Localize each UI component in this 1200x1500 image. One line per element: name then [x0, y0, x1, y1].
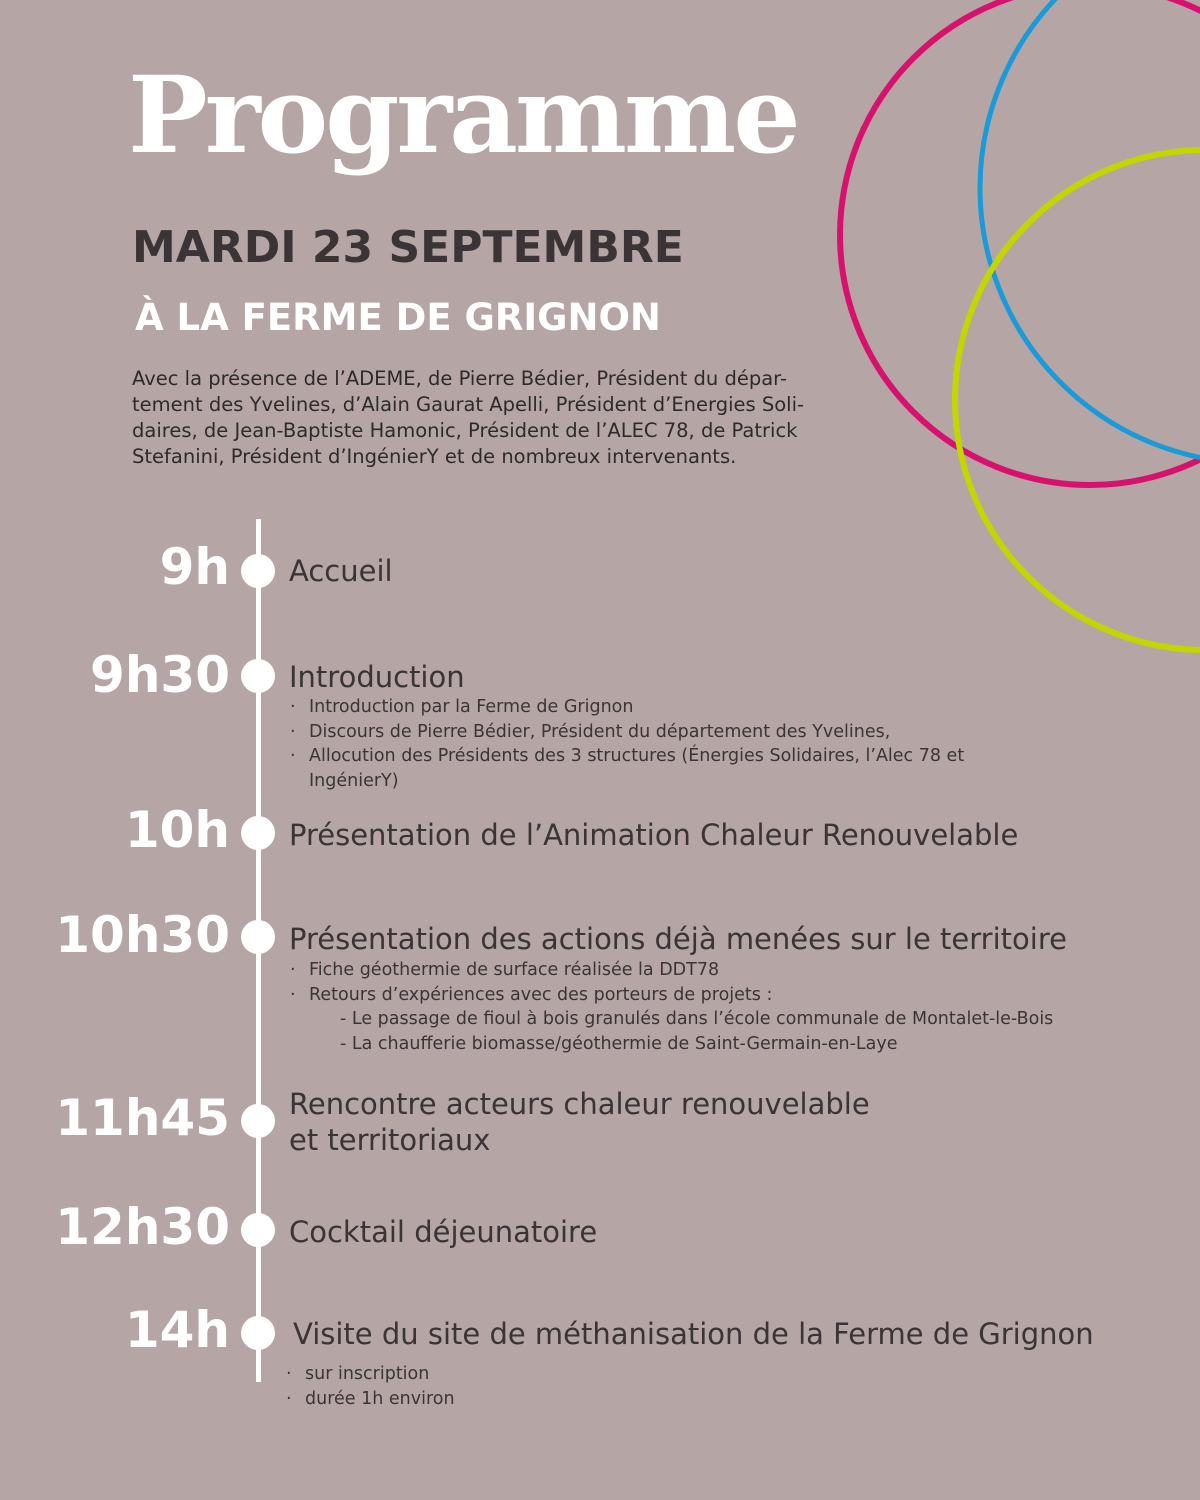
- sub-bullet-item: - Le passage de fioul à bois granulés dans l’école communale de Montalet-le-Bois: [340, 1009, 1054, 1029]
- time-label: 9h30: [90, 646, 230, 704]
- sub-bullet-item: - La chaufferie biomasse/géothermie de Saint-Germain-en-Laye: [340, 1033, 898, 1054]
- bullet-item: · durée 1h environ: [284, 1387, 455, 1412]
- bullet-item: · Retours d’expériences avec des porteurs de projets :: [288, 983, 1053, 1008]
- timeline-dot: [241, 816, 275, 850]
- item-title: Présentation des actions déjà menées sur le territoire: [289, 922, 1067, 956]
- bullet-item: · Allocution des Présidents des 3 structures (Énergies Solidaires, l’Alec 78 et: [288, 744, 964, 769]
- item-title: Présentation de l’Animation Chaleur Renouvelable: [289, 818, 1019, 852]
- event-place: À LA FERME DE GRIGNON: [135, 296, 661, 339]
- item-title: Visite du site de méthanisation de la Ferme de Grignon: [293, 1317, 1094, 1351]
- intro-line: tement des Yvelines, d’Alain Gaurat Apelli, Président d’Energies Soli-: [132, 393, 805, 416]
- magenta-circle: [840, 0, 1200, 485]
- item-title-line: Rencontre acteurs chaleur renouvelable: [289, 1087, 870, 1121]
- item-bullets: [288, 695, 964, 793]
- intro-line: Avec la présence de l’ADEME, de Pierre Bédier, Président du dépar-: [132, 367, 787, 390]
- timeline-dot: [241, 1213, 275, 1247]
- item-title: Cocktail déjeunatoire: [289, 1215, 598, 1249]
- page-title: Programme: [128, 52, 798, 177]
- item-title-line: et territoriaux: [289, 1123, 491, 1157]
- timeline-dot: [241, 1104, 275, 1138]
- bullet-item: · Discours de Pierre Bédier, Président du département des Yvelines,: [288, 720, 964, 745]
- time-label: 14h: [124, 1301, 230, 1359]
- blue-circle: [980, 0, 1200, 463]
- item-title: [289, 1086, 870, 1158]
- bullet-item: · Fiche géothermie de surface réalisée la DDT78: [288, 958, 1053, 983]
- time-label: 10h30: [55, 906, 230, 964]
- timeline-dot: [241, 554, 275, 588]
- bullet-continuation: IngénierY): [309, 770, 399, 791]
- item-bullets: [288, 958, 1053, 1056]
- intro-paragraph: [132, 366, 872, 470]
- bullet-item: · sur inscription: [284, 1362, 455, 1387]
- event-date: MARDI 23 SEPTEMBRE: [132, 222, 684, 273]
- time-label: 11h45: [55, 1089, 230, 1147]
- intro-line: Stefanini, Président d’IngénierY et de nombreux intervenants.: [132, 445, 737, 468]
- bullet-item: · Introduction par la Ferme de Grignon: [288, 695, 964, 720]
- time-label: 12h30: [55, 1198, 230, 1256]
- intro-line: daires, de Jean-Baptiste Hamonic, Président de l’ALEC 78, de Patrick: [132, 419, 798, 442]
- time-label: 10h: [124, 801, 230, 859]
- timeline-dot: [241, 920, 275, 954]
- item-title: Introduction: [289, 660, 465, 694]
- timeline-dot: [241, 1316, 275, 1350]
- item-bullets: [284, 1362, 455, 1411]
- time-label: 9h: [159, 538, 230, 596]
- timeline-dot: [241, 659, 275, 693]
- item-title: Accueil: [289, 554, 393, 588]
